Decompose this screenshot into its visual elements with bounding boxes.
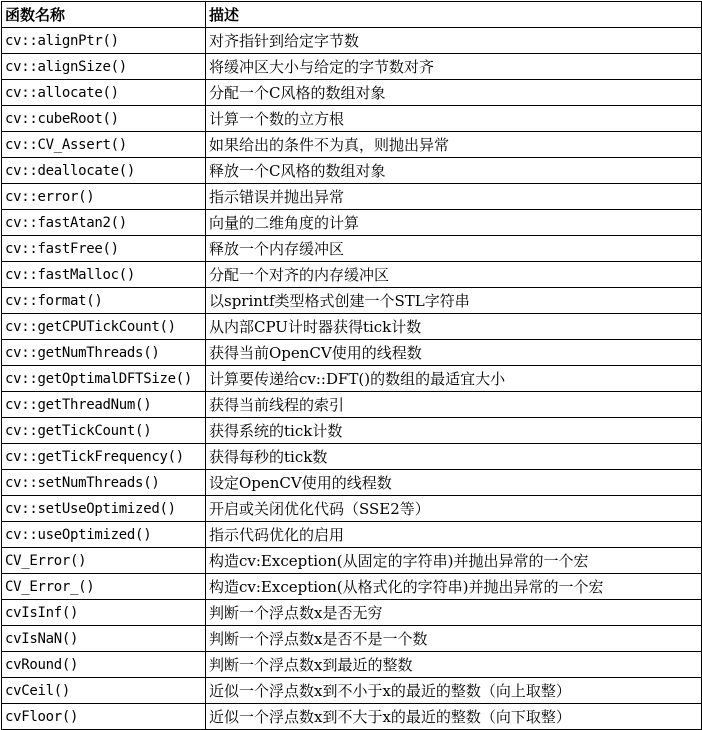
table-row xyxy=(2,574,702,600)
function-name-cell: cvIsInf() xyxy=(2,600,206,626)
function-name-cell: cv::alignPtr() xyxy=(2,28,206,54)
description-cell: 开启或关闭优化代码（SSE2等） xyxy=(206,496,702,522)
description-cell: 判断一个浮点数x是否不是一个数 xyxy=(206,626,702,652)
function-name-cell: cv::setNumThreads() xyxy=(2,470,206,496)
description-cell: 如果给出的条件不为真，则抛出异常 xyxy=(206,132,702,158)
description-cell: 指示错误并抛出异常 xyxy=(206,184,702,210)
table-row xyxy=(2,106,702,132)
table-row xyxy=(2,288,702,314)
function-name-cell: cv::useOptimized() xyxy=(2,522,206,548)
table-row xyxy=(2,262,702,288)
table-row xyxy=(2,314,702,340)
description-cell: 构造cv:Exception(从格式化的字符串)并抛出异常的一个宏 xyxy=(206,574,702,600)
table-row xyxy=(2,418,702,444)
function-name-cell: cv::getTickFrequency() xyxy=(2,444,206,470)
function-name-cell: cv::getTickCount() xyxy=(2,418,206,444)
description-cell: 获得当前OpenCV使用的线程数 xyxy=(206,340,702,366)
function-table xyxy=(1,1,702,730)
description-cell: 判断一个浮点数x是否无穷 xyxy=(206,600,702,626)
table-row xyxy=(2,210,702,236)
function-name-cell: cv::cubeRoot() xyxy=(2,106,206,132)
description-cell: 计算一个数的立方根 xyxy=(206,106,702,132)
function-name-cell: CV_Error() xyxy=(2,548,206,574)
description-cell: 获得每秒的tick数 xyxy=(206,444,702,470)
description-cell: 近似一个浮点数x到不大于x的最近的整数（向下取整） xyxy=(206,704,702,730)
description-cell: 释放一个内存缓冲区 xyxy=(206,236,702,262)
table-row xyxy=(2,80,702,106)
table-body xyxy=(2,28,702,730)
description-cell: 分配一个对齐的内存缓冲区 xyxy=(206,262,702,288)
description-cell: 设定OpenCV使用的线程数 xyxy=(206,470,702,496)
table-row xyxy=(2,548,702,574)
description-cell: 以sprintf类型格式创建一个STL字符串 xyxy=(206,288,702,314)
function-name-cell: cvIsNaN() xyxy=(2,626,206,652)
table-row xyxy=(2,626,702,652)
table-row xyxy=(2,470,702,496)
function-name-cell: cv::deallocate() xyxy=(2,158,206,184)
table-row xyxy=(2,28,702,54)
description-cell: 从内部CPU计时器获得tick计数 xyxy=(206,314,702,340)
table-row xyxy=(2,678,702,704)
description-cell: 对齐指针到给定字节数 xyxy=(206,28,702,54)
description-cell: 计算要传递给cv::DFT()的数组的最适宜大小 xyxy=(206,366,702,392)
function-name-cell: cv::fastMalloc() xyxy=(2,262,206,288)
function-name-cell: cv::error() xyxy=(2,184,206,210)
description-cell: 将缓冲区大小与给定的字节数对齐 xyxy=(206,54,702,80)
table-row xyxy=(2,496,702,522)
table-row xyxy=(2,132,702,158)
table-row xyxy=(2,392,702,418)
function-name-cell: cv::fastAtan2() xyxy=(2,210,206,236)
function-name-cell: CV_Error_() xyxy=(2,574,206,600)
description-cell: 判断一个浮点数x到最近的整数 xyxy=(206,652,702,678)
table-row xyxy=(2,340,702,366)
table-row xyxy=(2,184,702,210)
function-name-cell: cvCeil() xyxy=(2,678,206,704)
function-name-cell: cv::getNumThreads() xyxy=(2,340,206,366)
function-name-cell: cv::setUseOptimized() xyxy=(2,496,206,522)
table-row xyxy=(2,444,702,470)
function-name-cell: cv::getCPUTickCount() xyxy=(2,314,206,340)
function-name-cell: cv::format() xyxy=(2,288,206,314)
description-cell: 释放一个C风格的数组对象 xyxy=(206,158,702,184)
column-header-function-name: 函数名称 xyxy=(2,2,206,28)
table-row xyxy=(2,236,702,262)
table-row xyxy=(2,652,702,678)
table-row xyxy=(2,158,702,184)
function-name-cell: cv::alignSize() xyxy=(2,54,206,80)
table-row xyxy=(2,522,702,548)
column-header-description: 描述 xyxy=(206,2,702,28)
description-cell: 分配一个C风格的数组对象 xyxy=(206,80,702,106)
function-name-cell: cv::allocate() xyxy=(2,80,206,106)
function-name-cell: cv::getOptimalDFTSize() xyxy=(2,366,206,392)
description-cell: 指示代码优化的启用 xyxy=(206,522,702,548)
table-row xyxy=(2,54,702,80)
table-header-row xyxy=(2,2,702,28)
function-name-cell: cvRound() xyxy=(2,652,206,678)
function-name-cell: cv::CV_Assert() xyxy=(2,132,206,158)
table-row xyxy=(2,600,702,626)
table-row xyxy=(2,366,702,392)
description-cell: 获得系统的tick计数 xyxy=(206,418,702,444)
description-cell: 获得当前线程的索引 xyxy=(206,392,702,418)
description-cell: 向量的二维角度的计算 xyxy=(206,210,702,236)
function-name-cell: cv::getThreadNum() xyxy=(2,392,206,418)
description-cell: 构造cv:Exception(从固定的字符串)并抛出异常的一个宏 xyxy=(206,548,702,574)
function-name-cell: cvFloor() xyxy=(2,704,206,730)
description-cell: 近似一个浮点数x到不小于x的最近的整数（向上取整） xyxy=(206,678,702,704)
function-name-cell: cv::fastFree() xyxy=(2,236,206,262)
table-row xyxy=(2,704,702,730)
